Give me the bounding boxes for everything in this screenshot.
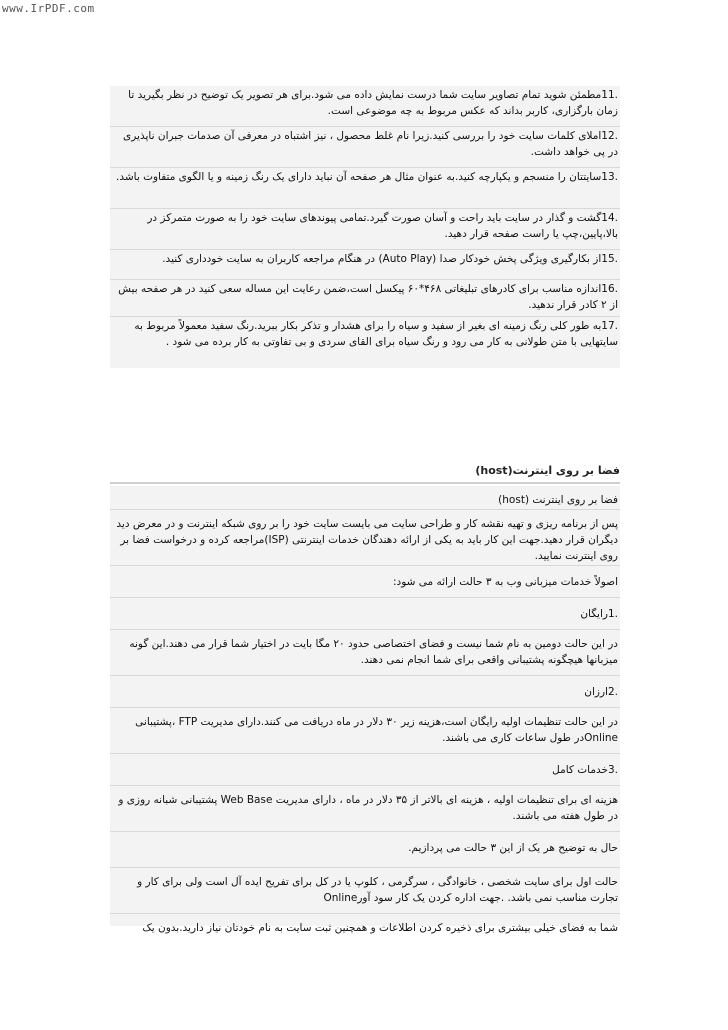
section-heading: فضا بر روی اینترنت(host) — [475, 464, 620, 477]
tips-list — [110, 86, 620, 368]
intro-paragraph: پس از برنامه ریزی و تهیه نقشه کار و طراحی سایت می بایست سایت خود را بر روی شبکه اینترنت و در معرض دید دیگران قرار دهید.جهت این کار باید به یکی از ارائه دهندگان خدمات اینترنتی (ISP)مراجعه کرده و درخواست فضا بر روی اینترنت نمایید. — [110, 510, 620, 566]
tip-item: .16اندازه مناسب برای کادرهای تبلیغاتی ۴۶۸*۶۰ پیکسل است،ضمن رعایت این مساله سعی کنید در هر صفحه بیش از ۲ کادر قرار ندهید. — [110, 280, 620, 317]
free-title: .1رایگان — [110, 598, 620, 630]
cheap-title: .2ارزان — [110, 676, 620, 708]
tip-item: .14گشت و گذار در سایت باید راحت و آسان صورت گیرد.تمامی پیوندهای سایت خود را به صورت متمرکز در بالا،پایین،چپ یا راست صفحه قرار دهید. — [110, 209, 620, 250]
explain-paragraph: حال به توضیح هر یک از این ۳ حالت می پردازیم. — [110, 832, 620, 868]
tip-item: .11مطمئن شوید تمام تصاویر سایت شما درست نمایش داده می شود.برای هر تصویر یک توضیح در نظر بگیرید تا زمان بارگزاری، کاربر بداند که عکس مربوط به چه موضوعی است. — [110, 86, 620, 127]
free-paragraph: در این حالت دومین به نام شما نیست و فضای اختصاصی حدود ۲۰ مگا بایت در اختیار شما قرار می دهند.این گونه میزبانها هیچگونه پشتیبانی واقعی برای شما انجام نمی دهند. — [110, 630, 620, 676]
tip-item: .13سایتتان را منسجم و یکپارچه کنید.به عنوان مثال هر صفحه آن نباید دارای یک رنگ زمینه و یا الگوی متفاوت باشد. — [110, 168, 620, 209]
tip-item: .12املای کلمات سایت خود را بررسی کنید.زیرا نام غلط محصول ، نیز اشتباه در معرفی آن صدمات جبران ناپذیری در پی خواهد داشت. — [110, 127, 620, 168]
full-title: .3خدمات کامل — [110, 754, 620, 786]
states-intro: اصولاً خدمات میزبانی وب به ۳ حالت ارائه می شود: — [110, 566, 620, 598]
first-state-paragraph: حالت اول برای سایت شخصی ، خانوادگی ، سرگرمی ، کلوپ یا در کل برای تفریح ایده آل است ولی برای کار و تجارت مناسب نمی باشد. .جهت اداره کردن یک کار سود آورOnline — [110, 868, 620, 914]
tip-item: .15از بکارگیری ویژگی پخش خودکار صدا (Auto Play) در هنگام مراجعه کاربران به سایت خودداری کنید. — [110, 250, 620, 280]
watermark: www.IrPDF.com — [2, 2, 95, 15]
tip-item: .17به طور کلی رنگ زمینه ای بغیر از سفید و سیاه را برای هشدار و تذکر بکار ببرید.رنگ سفید معمولاً مربوط به سایتهایی با متن طولانی به کار می رود و رنگ سیاه برای القای سردی و بی تفاوتی به کار برده می شود . — [134, 320, 618, 348]
heading-divider — [110, 482, 620, 484]
full-paragraph: هزینه ای برای تنظیمات اولیه ، هزینه ای بالاتر از ۳۵ دلار در ماه ، دارای مدیریت Web Base پشتیبانی شبانه روزی و در طول هفته می باشند. — [110, 786, 620, 832]
hosting-section — [110, 486, 620, 934]
section-subheading: فضا بر روی اینترنت (host) — [110, 486, 620, 510]
last-line: شما به فضای خیلی بیشتری برای ذخیره کردن اطلاعات و همچنین ثبت سایت به نام خودتان نیاز دارید.بدون یک — [142, 922, 618, 934]
cheap-paragraph: در این حالت تنظیمات اولیه رایگان است،هزینه زیر ۳۰ دلار در ماه دریافت می کنند.دارای مدیریت FTP ،پشتیبانی Onlineدر طول ساعات کاری می باشند. — [110, 708, 620, 754]
